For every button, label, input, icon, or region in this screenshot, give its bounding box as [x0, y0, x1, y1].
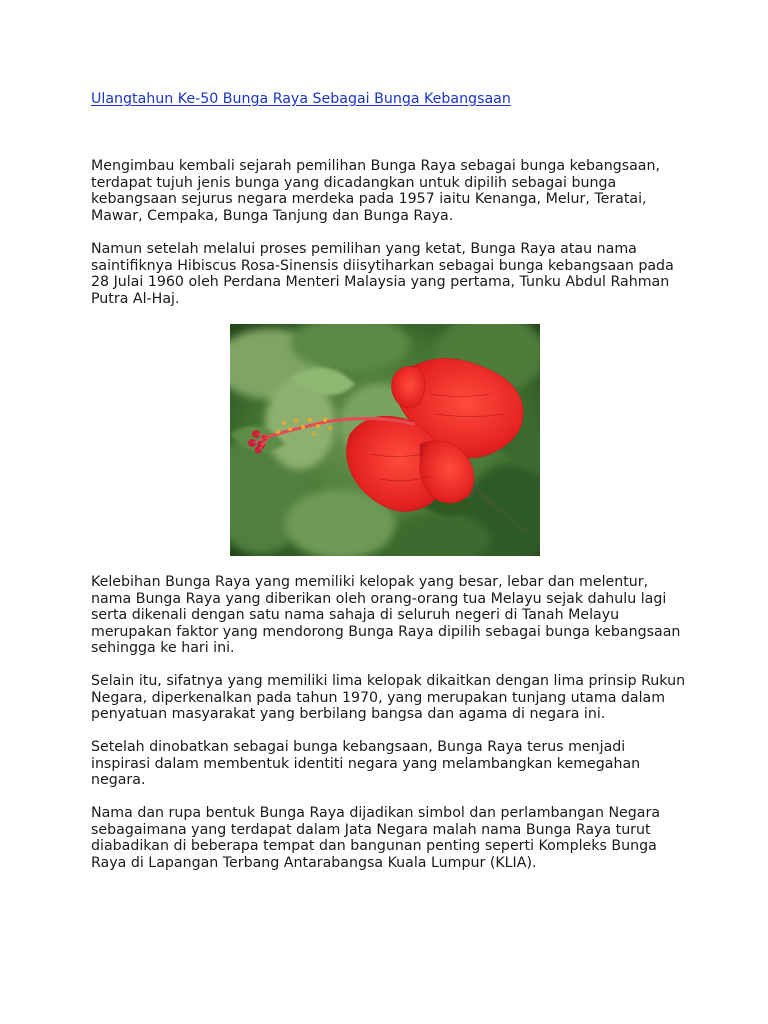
text-line: Namun setelah melalui proses pemilihan yang ketat, Bunga Raya atau nama — [91, 241, 637, 257]
text-line: Nama dan rupa bentuk Bunga Raya dijadikan simbol dan perlambangan Negara — [91, 805, 661, 821]
paragraph-3 — [91, 574, 691, 657]
text-line: diabadikan di beberapa tempat dan bangunan penting seperti Kompleks Bunga — [91, 838, 657, 855]
paragraph-5 — [91, 739, 691, 789]
text-line: negara. — [91, 772, 146, 789]
title-link[interactable]: Ulangtahun Ke-50 Bunga Raya Sebagai Bunga Kebangsaan — [91, 91, 511, 107]
paragraph-4 — [91, 673, 691, 723]
text-line: Putra Al-Haj. — [91, 290, 180, 307]
paragraph-6 — [91, 805, 691, 871]
hibiscus-flower-photo — [230, 324, 540, 556]
text-line: inspirasi dalam membentuk identiti negara yang melambangkan kemegahan — [91, 755, 641, 772]
text-line: kebangsaan sejurus negara merdeka pada 1957 iaitu Kenanga, Melur, Teratai, — [91, 191, 647, 208]
text-line: Negara, diperkenalkan pada tahun 1970, yang merupakan tunjang utama dalam — [91, 689, 666, 706]
text-line: Raya di Lapangan Terbang Antarabangsa Kuala Lumpur (KLIA). — [91, 854, 537, 871]
text-line: Selain itu, sifatnya yang memiliki lima kelopak dikaitkan dengan lima prinsip Rukun — [91, 673, 686, 689]
text-line: nama Bunga Raya yang diberikan oleh orang-orang tua Melayu sejak dahulu lagi — [91, 590, 667, 607]
text-line: penyatuan masyarakat yang berbilang bangsa dan agama di negara ini. — [91, 706, 606, 723]
text-line: 28 Julai 1960 oleh Perdana Menteri Malaysia yang pertama, Tunku Abdul Rahman — [91, 274, 670, 291]
text-line: Mawar, Cempaka, Bunga Tanjung dan Bunga Raya. — [91, 207, 454, 224]
paragraph-1 — [91, 158, 691, 224]
paragraph-2 — [91, 241, 691, 307]
text-line: Mengimbau kembali sejarah pemilihan Bunga Raya sebagai bunga kebangsaan, — [91, 158, 660, 174]
text-line: saintifiknya Hibiscus Rosa-Sinensis diisytiharkan sebagai bunga kebangsaan pada — [91, 257, 674, 274]
text-line: Setelah dinobatkan sebagai bunga kebangsaan, Bunga Raya terus menjadi — [91, 739, 626, 755]
text-line: serta dikenali dengan satu nama sahaja di seluruh negeri di Tanah Melayu — [91, 607, 620, 624]
text-line: sebagaimana yang terdapat dalam Jata Negara malah nama Bunga Raya turut — [91, 821, 651, 838]
text-line: sehingga ke hari ini. — [91, 640, 235, 657]
text-line: Kelebihan Bunga Raya yang memiliki kelopak yang besar, lebar dan melentur, — [91, 574, 649, 590]
text-line: terdapat tujuh jenis bunga yang dicadangkan untuk dipilih sebagai bunga — [91, 174, 617, 191]
text-line: merupakan faktor yang mendorong Bunga Raya dipilih sebagai bunga kebangsaan — [91, 623, 681, 640]
